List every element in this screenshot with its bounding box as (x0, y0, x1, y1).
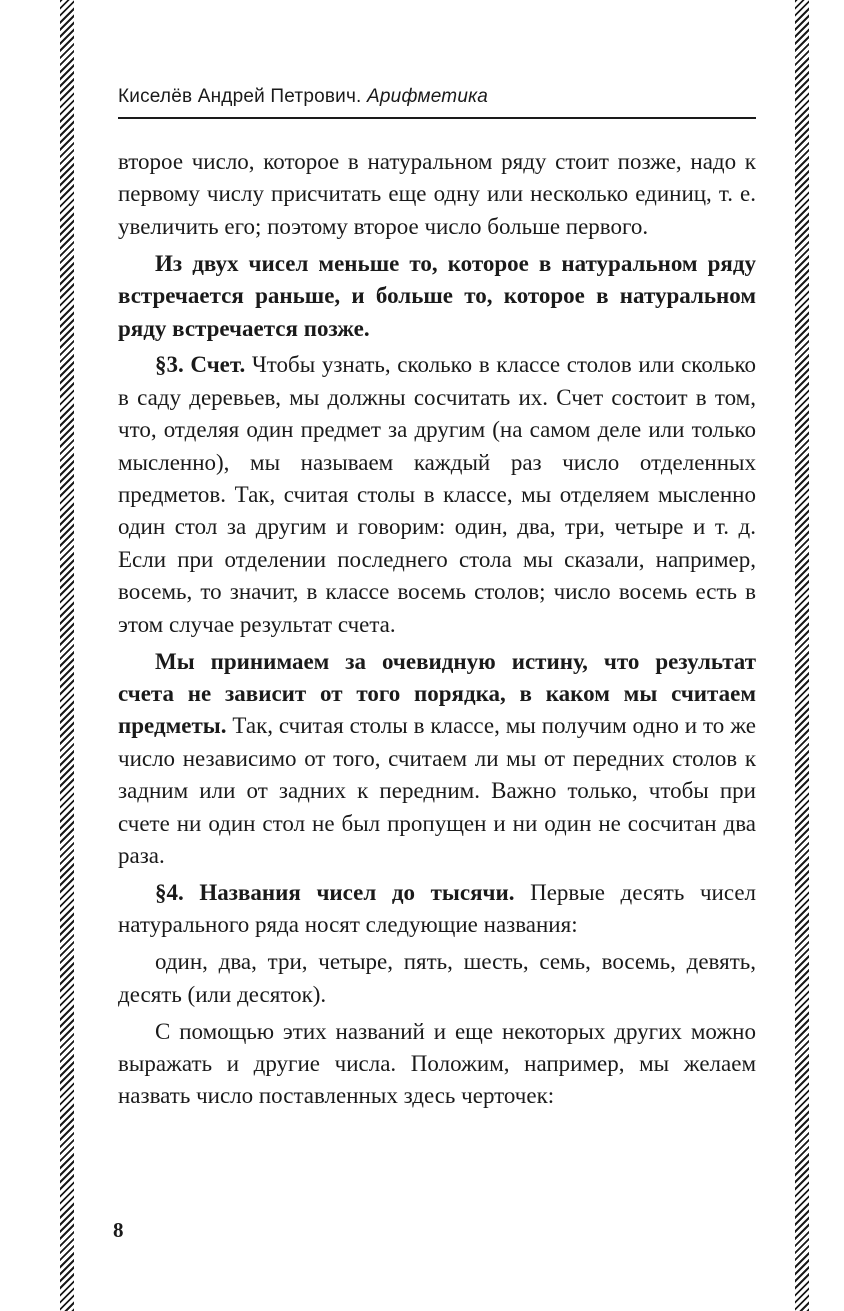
paragraph-section-4 (118, 877, 756, 942)
paragraph-naming-numbers: С помощью этих названий и еще некоторых других можно выражать и другие числа. Положим, например, мы желаем назвать число поставленных здесь черточек: (118, 1018, 756, 1109)
counting-truth-text: Так, считая столы в классе, мы получим одно и то же число независимо от того, считаем ли мы от передних столов к задним или от задних к передним. Важно только, чтобы при счете ни один стол не был пропущен и ни один не сосчитан два раза. (118, 713, 756, 869)
header-title: Арифметика (367, 86, 489, 107)
paragraph-continuation: второе число, которое в натуральном ряду стоит позже, надо к первому числу присчитать еще одну или несколько единиц, т. е. увеличить его; поэтому второе число больше первого. (118, 149, 756, 239)
header-author: Киселёв Андрей Петрович. (118, 86, 362, 107)
running-header (118, 86, 755, 108)
section-3-text: Чтобы узнать, сколько в классе столов или сколько в саду деревьев, мы должны сосчитать их. Счет состоит в том, что, отделяя один предмет за другим (на самом деле или только мысленно), мы называем каждый раз число отделенных предметов. Так, считая столы в классе, мы отделяем мысленно один стол за другим и говорим: один, два, три, четыре и т. д. Если при отделении последнего стола мы сказали, например, восемь, то значит, в классе восемь столов; число восемь есть в этом случае результат счета. (118, 352, 756, 637)
left-decorative-border (60, 0, 74, 1311)
bold-statement-counting: Мы принимаем за очевидную истину, что результат счета не зависит от того порядка, в каком мы считаем предметы. (118, 648, 756, 739)
paragraph-rule-comparison (118, 248, 756, 345)
bold-statement: Из двух чисел меньше то, которое в натуральном ряду встречается раньше, и больше то, которое в натуральном ряду встречается позже. (118, 250, 756, 341)
right-decorative-border (795, 0, 809, 1311)
paragraph-number-names: один, два, три, четыре, пять, шесть, семь, восемь, девять, десять (или десяток). (118, 949, 756, 1007)
section-3-heading: §3. Счет. (155, 352, 246, 378)
section-4-text: Первые десять чисел натурального ряда носят следующие названия: (118, 879, 757, 938)
paragraph-section-3 (118, 349, 756, 641)
page-number: 8 (113, 1218, 124, 1242)
paragraph-counting-truth (118, 646, 756, 873)
page-body (118, 146, 756, 1117)
header-rule (118, 117, 756, 119)
section-4-heading: §4. Названия чисел до тысячи. (155, 879, 515, 905)
